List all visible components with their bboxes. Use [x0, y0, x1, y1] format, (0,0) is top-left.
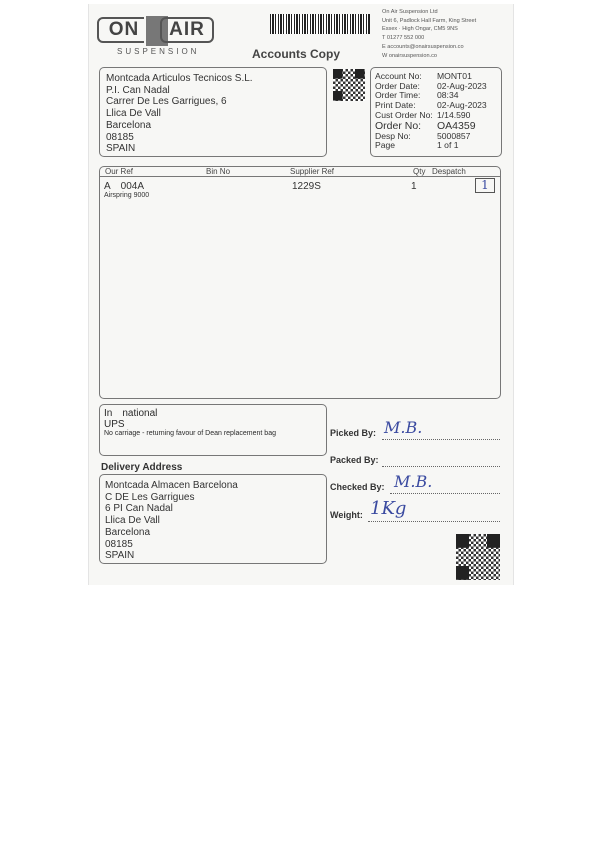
order-info-value: 02-Aug-2023	[437, 100, 487, 111]
item-qty: 1	[411, 181, 417, 192]
order-info-key: Order Time:	[375, 90, 421, 101]
address-line: C DE Les Garrigues	[105, 491, 195, 503]
picked-by-line	[382, 439, 500, 440]
order-info-key: Account No:	[375, 71, 422, 81]
order-info-row	[375, 121, 497, 132]
order-info-list	[375, 72, 497, 151]
order-info-value: MONT01	[437, 71, 472, 81]
logo-air-text: AIR	[160, 17, 214, 43]
order-info-row	[375, 141, 497, 151]
company-details	[382, 8, 510, 60]
address-line: SPAIN	[106, 143, 136, 155]
company-line: E accounts@onairsuspension.co	[382, 43, 464, 50]
picked-by-signature: M.B.	[384, 418, 423, 437]
order-info-key: Page	[375, 140, 396, 151]
order-info-value: 1 of 1	[437, 140, 459, 151]
order-info-key: Print Date:	[375, 100, 416, 111]
packed-by-line	[382, 466, 500, 467]
logo-on-text: ON	[97, 17, 151, 43]
weight-line	[368, 521, 500, 522]
order-info-value: 02-Aug-2023	[437, 80, 487, 91]
picked-by-label: Picked By:	[330, 428, 377, 438]
billing-address-box	[99, 67, 327, 157]
item-our-ref: A 004A	[104, 181, 145, 192]
weight-label: Weight:	[330, 510, 363, 520]
weight-handwritten: 1Kg	[370, 498, 407, 519]
item-supplier-ref: 1229S	[292, 181, 321, 192]
shipping-carrier: UPS	[104, 419, 125, 430]
col-our-ref: Our Ref	[105, 167, 134, 176]
address-line: Montcada Almacen Barcelona	[105, 480, 238, 491]
qr-code-icon	[333, 69, 365, 101]
order-info-value: 1/14.590	[437, 109, 471, 120]
address-line: SPAIN	[105, 550, 135, 562]
order-info-key: Desp No:	[375, 130, 411, 141]
address-line: Llica De Vall	[105, 515, 160, 527]
order-info-value: OA4359	[437, 119, 476, 132]
checked-by-signature: M.B.	[394, 472, 433, 491]
address-line: 08185	[105, 538, 133, 550]
checked-by-line	[390, 493, 500, 494]
document-title: Accounts Copy	[252, 47, 341, 61]
address-line: P.I. Can Nadal	[106, 84, 170, 96]
col-despatch: Despatch	[432, 167, 466, 176]
items-table	[99, 166, 501, 399]
address-line: 08185	[106, 131, 134, 143]
col-supplier-ref: Supplier Ref	[290, 167, 335, 176]
col-bin-no: Bin No	[206, 167, 231, 176]
company-line: W onairsuspension.co	[382, 52, 438, 59]
address-line: Montcada Articulos Tecnicos S.L.	[106, 73, 253, 84]
shipping-method-box	[99, 404, 327, 456]
company-line: On Air Suspension Ltd	[382, 9, 438, 15]
order-info-value: 08:34	[437, 90, 459, 101]
item-description: Airspring 9000	[104, 192, 150, 199]
address-line: Llica De Vall	[106, 108, 161, 120]
address-line: Barcelona	[105, 526, 151, 538]
address-line: 6 PI Can Nadal	[105, 503, 173, 515]
qr-code-bottom-icon	[456, 534, 500, 580]
col-qty: Qty	[413, 167, 426, 176]
order-info-key: Order No:	[375, 119, 422, 132]
company-line: Essex · High Ongar, CM5 9NS	[382, 26, 458, 33]
packed-by-label: Packed By:	[330, 455, 379, 465]
delivery-address-box	[99, 474, 327, 564]
company-line: Unit 6, Padlock Hall Farm, King Street	[382, 17, 477, 24]
order-info-key: Cust Order No:	[375, 109, 433, 120]
company-line: T 01277 552 000	[382, 35, 425, 42]
checked-by-label: Checked By:	[330, 482, 385, 492]
item-despatch-box: 1	[475, 178, 495, 193]
logo-subtitle: SUSPENSION	[117, 47, 200, 56]
order-info-key: Order Date:	[375, 80, 420, 91]
on-air-logo	[97, 12, 215, 58]
delivery-address-heading: Delivery Address	[101, 462, 183, 473]
address-line: Barcelona	[106, 119, 152, 131]
order-info-box	[370, 67, 502, 157]
shipping-service: In national	[104, 408, 158, 419]
address-line: Carrer De Les Garrigues, 6	[106, 96, 227, 108]
order-info-value: 5000857	[437, 130, 471, 141]
shipping-note: No carriage - returning favour of Dean replacement bag	[104, 430, 276, 437]
barcode	[270, 14, 370, 34]
